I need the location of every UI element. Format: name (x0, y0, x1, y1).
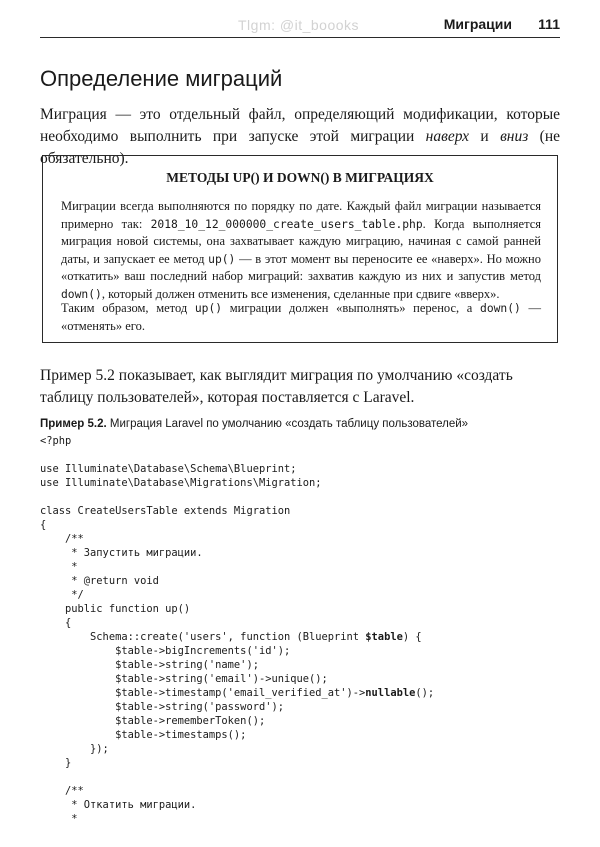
code-bold-table-var: $table (365, 631, 403, 643)
note-paragraph-1 (61, 198, 541, 303)
migration-filename: 2018_10_12_000000_create_users_table.php (150, 217, 423, 231)
note-p2-text-b: миграции должен «выполнять» перенос, а (222, 301, 481, 315)
note-p1-text-c: — в этот момент вы переносите ее «наверх». Но можно «откатить» ваш последний набор миграций: захватив каждую из них и запустив метод (61, 251, 541, 283)
code-line-schema-create (40, 630, 434, 644)
code-line: class CreateUsersTable extends Migration (40, 505, 291, 517)
header-rule (40, 37, 560, 38)
code-line: $table->timestamps(); (40, 729, 247, 741)
example-intro-paragraph: Пример 5.2 показывает, как выглядит миграция по умолчанию «создать таблицу пользователей», которая поставляется с Laravel. (40, 367, 513, 406)
code-line: $table->string('password'); (40, 701, 284, 713)
code-line: use Illuminate\Database\Migrations\Migration; (40, 477, 322, 489)
code-line-nullable (40, 686, 434, 700)
up-method-ref-2: up() (194, 302, 223, 315)
down-method-ref: down() (61, 287, 102, 301)
intro-text-after: (не обязательно). (40, 128, 560, 167)
up-method-ref: up() (208, 252, 236, 266)
code-line: $table->rememberToken(); (40, 715, 266, 727)
code-line: $table->string('email')->unique(); (40, 673, 328, 685)
code-line: * Откатить миграции. (40, 799, 197, 811)
code-line: $table->string('name'); (40, 659, 259, 671)
note-box (42, 155, 558, 343)
intro-text-before: Миграция — это отдельный файл, определяющий модификации, которые необходимо выполнить при запуске этой миграции (40, 106, 560, 145)
note-p1-text-d: , который должен отменить все изменения, сделанные при сдвиге «вверх». (101, 286, 500, 301)
code-line (40, 448, 434, 462)
code-line: public function up() (40, 603, 191, 615)
code-line: { (40, 617, 72, 629)
code-line: use Illuminate\Database\Schema\Blueprint; (40, 463, 297, 475)
code-line: { (40, 519, 47, 531)
listing-caption-label: Пример 5.2. (40, 418, 107, 430)
code-line: * (40, 561, 78, 573)
code-line: /** (40, 533, 84, 545)
listing-caption-text: Миграция Laravel по умолчанию «создать таблицу пользователей» (106, 418, 469, 430)
note-paragraph-2 (61, 300, 541, 335)
listing-caption (40, 418, 468, 430)
note-p1-text-b: . Когда выполняется миграция новой системы, она захватывает каждую миграцию, начиная с самой ранней даты, и запускает ее метод (61, 216, 541, 266)
code-line (40, 770, 434, 784)
note-p1-text-a: Миграции всегда выполняются по порядку по дате. Каждый файл миграции называется примерно так: (61, 199, 541, 231)
intro-and: и (469, 128, 501, 145)
note-p2-text-c: — «отменять» его. (61, 301, 541, 333)
note-p2-text-a: Таким образом, метод (61, 301, 195, 315)
running-title: Миграции (443, 16, 512, 32)
code-bold-nullable: nullable (365, 687, 416, 699)
code-line: }); (40, 743, 109, 755)
code-line: /** (40, 785, 84, 797)
note-title: МЕТОДЫ UP() И DOWN() В МИГРАЦИЯХ (166, 170, 434, 185)
watermark: Tlgm: @it_boooks (238, 17, 360, 33)
code-line: } (40, 757, 72, 769)
code-segment: $table->timestamp('email_verified_at')-> (40, 687, 366, 699)
code-line: */ (40, 589, 84, 601)
code-segment: (); (415, 687, 435, 699)
code-listing (40, 434, 434, 826)
code-segment: Schema::create('users', function (Blueprint (40, 631, 366, 643)
code-line: * @return void (40, 575, 159, 587)
section-title: Определение миграций (40, 66, 283, 91)
code-line: * (40, 813, 78, 825)
code-line: * Запустить миграции. (40, 547, 203, 559)
code-line (40, 490, 434, 504)
intro-down-emphasis: вниз (500, 128, 529, 145)
code-line: $table->bigIncrements('id'); (40, 645, 291, 657)
code-segment: ) { (402, 631, 422, 643)
page-number: 111 (538, 16, 560, 32)
down-method-ref-2: down() (480, 302, 521, 315)
intro-up-emphasis: наверх (425, 128, 470, 145)
code-line: <?php (40, 435, 72, 447)
